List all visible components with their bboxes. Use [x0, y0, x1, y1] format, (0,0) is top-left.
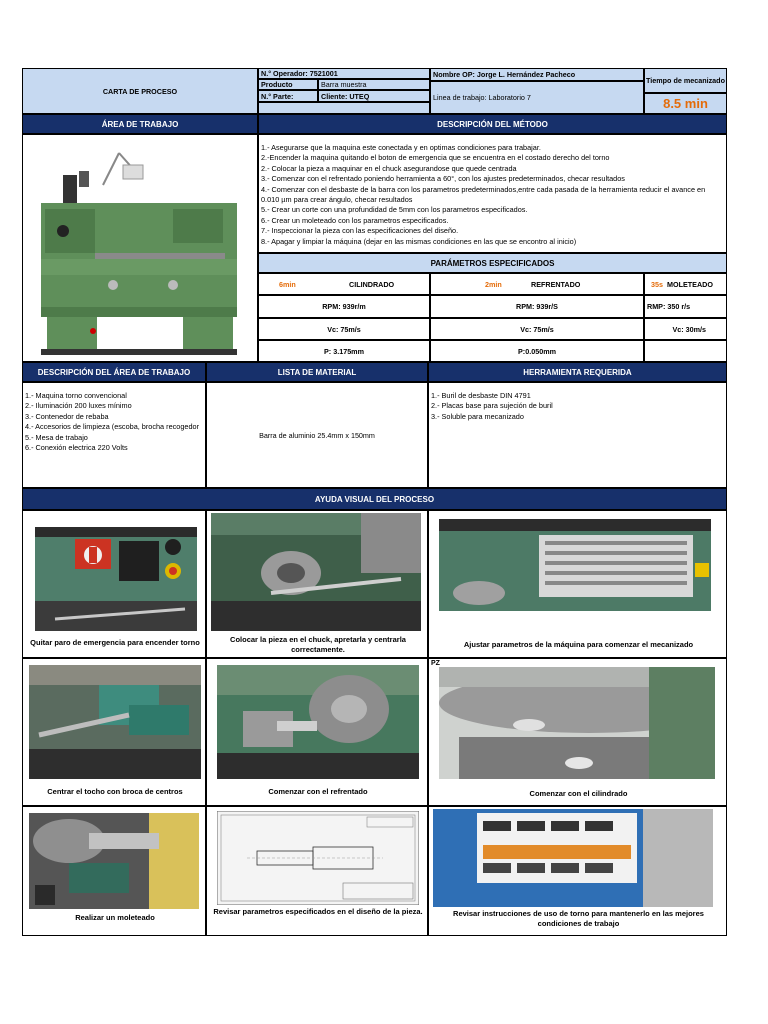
visual-aid-cell-5	[206, 658, 428, 806]
material-description: Barra de aluminio 25.4mm x 150mm	[206, 382, 428, 488]
part-number: N.° Parte:	[258, 90, 318, 102]
lathe-machine-image	[23, 135, 257, 361]
method-step: 4.- Comenzar con el desbaste de la barra con los parametros predeterminados,entre cada pasada de la herramienta reducir el avance en 0.010 µm para crear ángulo, checar resultados	[261, 184, 706, 205]
work-area-image-cell	[22, 134, 258, 362]
list-item: 2.- Placas base para sujeción de buril	[431, 401, 553, 411]
process-sheet	[22, 68, 727, 936]
operator-name: Nombre OP: Jorge L. Hernández Pacheco	[430, 68, 644, 81]
pz-mark: PZ	[431, 660, 440, 667]
list-item: 4.- Accesorios de limpieza (escoba, brocha recogedor	[25, 422, 199, 432]
required-tools-header: HERRAMIENTA REQUERIDA	[428, 362, 727, 382]
facing-photo	[217, 665, 419, 779]
list-item: 3.- Contenedor de rebaba	[25, 411, 109, 421]
list-item: 2.- Iluminación 200 luxes mínimo	[25, 401, 132, 411]
machine-parameters-photo	[439, 519, 711, 611]
visual-aid-cell-6	[428, 658, 727, 806]
process-card-title: CARTA DE PROCESO	[22, 68, 258, 114]
rpm-cylindering: RPM: 939r/m	[258, 295, 430, 318]
caption-knurling: Realizar un moleteado	[75, 913, 155, 922]
cylindering-label: CILINDRADO	[349, 280, 395, 289]
cylindering-photo	[439, 667, 715, 779]
product-label: Producto	[258, 79, 318, 90]
depth-knurling-empty	[644, 340, 727, 362]
list-item: 5.- Mesa de trabajo	[25, 432, 88, 442]
area-items-list	[22, 382, 206, 488]
depth-facing: P:0.050mm	[430, 340, 644, 362]
material-list-header: LISTA DE MATERIAL	[206, 362, 428, 382]
product-value: Barra muestra	[318, 79, 430, 90]
cylindering-time: 6min	[279, 280, 296, 289]
visual-aid-cell-2	[206, 510, 428, 658]
visual-aid-cell-7	[22, 806, 206, 936]
chuck-photo	[211, 513, 421, 631]
method-step: 2.- Colocar la pieza a maquinar en el chuck asegurandose que quede centrada	[261, 163, 517, 173]
knurling-cell	[644, 273, 727, 295]
caption-center-drill: Centrar el tocho con broca de centros	[47, 787, 183, 796]
caption-cylindering: Comenzar con el cilindrado	[529, 789, 628, 798]
method-description-header: DESCRIPCIÓN DEL MÉTODO	[258, 114, 727, 134]
caption-parameters: Ajustar parametros de la máquina para comenzar el mecanizado	[463, 640, 694, 649]
visual-aid-cell-3	[428, 510, 727, 658]
list-item: 1.- Maquina torno convencional	[25, 391, 127, 400]
machining-time-label: Tiempo de mecanizado	[644, 68, 727, 93]
facing-cell	[430, 273, 644, 295]
method-step: 2.-Encender la maquina quitando el boton de emergencia que se encuentra en el costado derecho del torno	[261, 153, 610, 163]
caption-facing: Comenzar con el refrentado	[268, 787, 368, 796]
method-step: 7.- Inspeccionar la pieza con las especificaciones del diseño.	[261, 226, 459, 236]
method-step: 5.- Crear un corte con una profundidad de 5mm con los parametros especificados.	[261, 205, 528, 215]
method-steps	[258, 134, 727, 253]
knurling-photo	[29, 813, 199, 909]
method-step: 1.- Asegurarse que la maquina este conectada y en optimas condiciones para trabajar.	[261, 143, 541, 152]
parameters-header: PARÁMETROS ESPECIFICADOS	[258, 253, 727, 273]
tools-list	[428, 382, 727, 488]
method-step: 3.- Comenzar con el refrentado poniendo herramienta a 60°, con los ajustes predeterminados, checar resultados	[261, 174, 625, 184]
visual-aid-header: AYUDA VISUAL DEL PROCESO	[22, 488, 727, 510]
client-label: Cliente: UTEQ	[318, 90, 430, 102]
work-line: Linea de trabajo: Laboratorio 7	[430, 81, 644, 114]
instructions-poster-photo	[433, 809, 713, 907]
rpm-facing: RPM: 939r/S	[430, 295, 644, 318]
list-item: 6.- Conexión electrica 220 Volts	[25, 443, 128, 453]
visual-aid-cell-8	[206, 806, 428, 936]
facing-label: REFRENTADO	[531, 280, 581, 289]
operator-number: N.° Operador: 7521001	[258, 68, 430, 79]
emergency-stop-photo	[35, 527, 197, 631]
vc-facing: Vc: 75m/s	[430, 318, 644, 340]
list-item: 3.- Soluble para mecanizado	[431, 411, 524, 421]
area-description-header: DESCRIPCIÓN DEL ÁREA DE TRABAJO	[22, 362, 206, 382]
machining-time-value: 8.5 min	[644, 93, 727, 114]
caption-instructions: Revisar instrucciones de uso de torno para mantenerlo en las mejores condiciones de trabajo	[453, 909, 704, 928]
knurling-label: MOLETEADO	[667, 280, 713, 289]
caption-emergency-stop: Quitar paro de emergencia para encender torno	[30, 638, 200, 647]
list-item: 1.- Buril de desbaste DIN 4791	[431, 391, 531, 400]
facing-time: 2min	[485, 280, 502, 289]
visual-aid-cell-4	[22, 658, 206, 806]
visual-aid-cell-1	[22, 510, 206, 658]
method-step: 8.- Apagar y limpiar la máquina (dejar en las mismas condiciones en las que se encontro al inicio)	[261, 236, 577, 246]
caption-part-drawing: Revisar parametros especificados en el diseño de la pieza.	[213, 907, 423, 916]
knurling-time: 35s	[651, 280, 663, 289]
work-area-header: ÁREA DE TRABAJO	[22, 114, 258, 134]
part-drawing-photo	[217, 811, 419, 905]
vc-knurling: Vc: 30m/s	[644, 318, 727, 340]
vc-cylindering: Vc: 75m/s	[258, 318, 430, 340]
cylindering-cell	[258, 273, 430, 295]
center-drill-photo	[29, 665, 201, 779]
depth-cylindering: P: 3.175mm	[258, 340, 430, 362]
caption-chuck: Colocar la pieza en el chuck, apretarla y centrarla correctamente.	[230, 635, 406, 654]
header-empty-cell	[258, 102, 430, 114]
visual-aid-cell-9	[428, 806, 727, 936]
method-step: 6.- Crear un moleteado con los parametros especificados.	[261, 215, 449, 225]
rpm-knurling: RMP: 350 r/s	[644, 295, 727, 318]
